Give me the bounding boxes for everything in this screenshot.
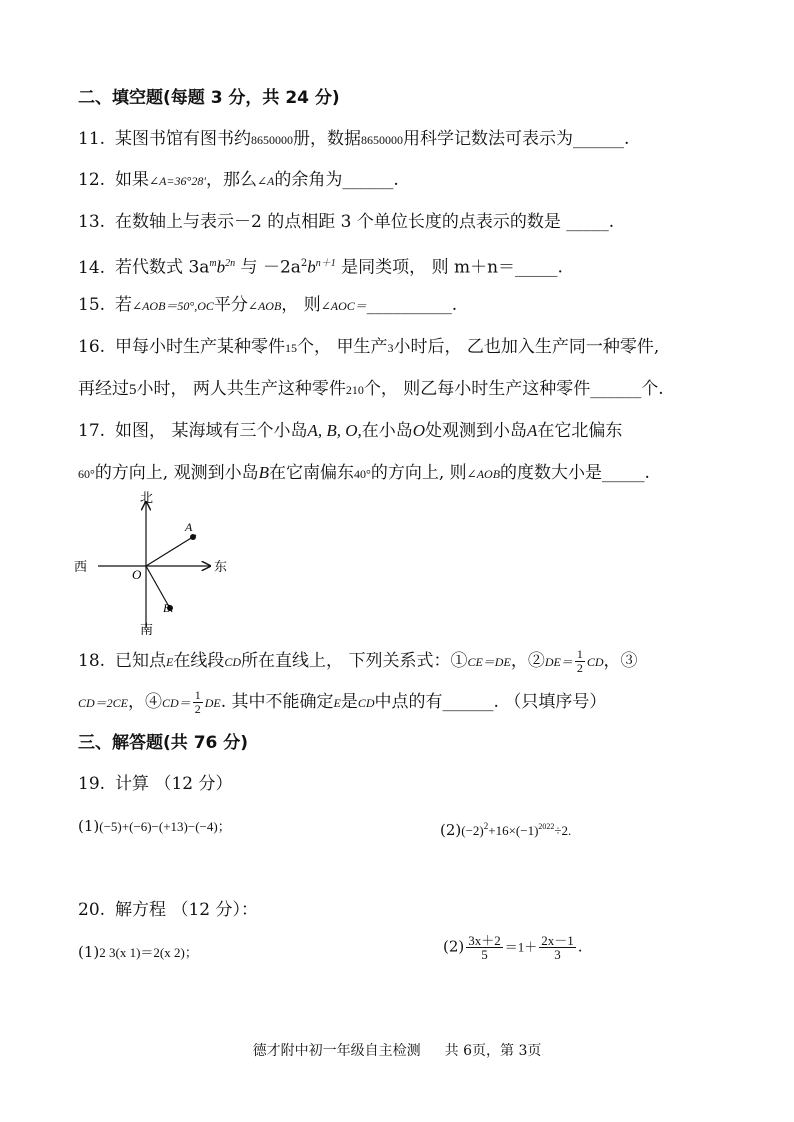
footer-school: 德才附中初一年级自主检测	[252, 1043, 421, 1059]
q20-period: .	[577, 937, 583, 956]
question-number: 11.	[78, 129, 106, 149]
section-2-title: 二、填空题(每题 3 分，共 24 分)	[78, 88, 340, 108]
q17-text-2b: 的方向上, 观测到小岛	[94, 463, 259, 483]
q18-segment-cd-2: CD	[357, 696, 375, 710]
fraction-numerator: 1	[194, 688, 201, 702]
point-a-dot	[190, 534, 196, 540]
fraction-numerator: 2x－1	[541, 933, 574, 948]
q19-exp-1: 2	[483, 821, 489, 831]
q18-relation-1: CE＝DE	[467, 655, 511, 669]
question-number: 14.	[78, 257, 106, 278]
q11-text-a: 某图书馆有图书约	[115, 129, 252, 149]
q15-angle-3: ∠AOC＝	[320, 299, 367, 313]
q12-angle: ∠A=36°28′	[149, 174, 206, 188]
q18-relation-3: CD＝2CE	[78, 696, 129, 710]
question-number: 16.	[78, 337, 106, 357]
compass-figure	[68, 488, 248, 636]
q16-text-e: 小时后， 乙也加入生产同一种零件,	[393, 337, 660, 357]
fraction-numerator: 3x＋2	[468, 933, 501, 948]
q20-fraction-2	[539, 934, 576, 961]
question-12	[78, 168, 399, 193]
q15-text-e: ， 则	[281, 295, 321, 315]
point-b-label: B	[163, 601, 171, 615]
question-14	[78, 252, 563, 280]
q20-equation-mid: ＝1＋	[504, 939, 538, 955]
fraction-numerator: 1	[576, 647, 583, 661]
q18-choice-4: ④	[145, 692, 163, 712]
q18-sep: ，	[603, 651, 621, 671]
q19-expr-2a: (−2)	[461, 823, 484, 838]
question-16-line-2	[78, 377, 664, 402]
q16-text-2e: 个， 则乙每小时生产这种零件______个.	[363, 379, 664, 399]
q17-point-a: A	[527, 421, 538, 440]
question-number: 18.	[78, 651, 106, 671]
q11-text-e: 用科学记数法可表示为______.	[403, 129, 630, 149]
question-18-line-2	[78, 689, 606, 716]
q16-number-2d: 210	[345, 383, 364, 397]
question-number: 12.	[78, 170, 106, 190]
section-3-title: 三、解答题(共 76 分)	[78, 733, 249, 753]
q17-point-b: B	[258, 463, 270, 482]
q19-title: 计算 （12 分）	[115, 774, 233, 794]
question-number: 20.	[78, 900, 106, 920]
q18-text-2e: 是	[340, 692, 358, 712]
point-a-label: A	[185, 520, 193, 534]
q16-text-2a: 再经过	[78, 379, 129, 399]
fraction-denominator: 2	[576, 661, 583, 675]
q14-term-c: 与 －2a	[235, 257, 301, 278]
part-label: (2)	[440, 821, 462, 839]
question-number: 13.	[78, 212, 106, 232]
q18-fraction-2	[575, 648, 585, 675]
q17-text-g: 在它北偏东	[537, 421, 623, 441]
fraction-denominator: 2	[194, 702, 201, 716]
q19-part-2	[440, 814, 571, 843]
q17-angle-60: 60°	[78, 467, 95, 481]
q18-relation-4: CD＝	[162, 696, 191, 710]
q20-fraction-1	[466, 934, 503, 961]
ray-oa	[146, 535, 196, 566]
fraction-denominator: 5	[481, 947, 488, 962]
q17-angle-40: 40°	[354, 467, 371, 481]
west-label: 西	[74, 560, 88, 575]
q18-text-c: 在线段	[173, 651, 225, 671]
q19-part-1	[78, 814, 231, 839]
q16-number-d: 3	[387, 341, 394, 355]
q11-number-2: 8650000	[361, 133, 404, 147]
q17-points: A, B, O,	[307, 421, 362, 440]
north-label: 北	[140, 491, 154, 506]
q17-text-2d: 在它南偏东	[269, 463, 355, 483]
q12-text-a: 如果	[115, 170, 150, 190]
q15-text-a: 若	[115, 295, 133, 315]
page-footer	[0, 1040, 794, 1060]
q16-number-2b: 5	[129, 382, 137, 398]
q18-fraction-4	[193, 689, 203, 716]
q17-text-c: 在小岛	[361, 421, 413, 441]
q16-text-c: 个， 甲生产	[297, 337, 388, 357]
origin-label: O	[132, 567, 142, 582]
q15-blank: __________.	[366, 295, 458, 315]
q14-exp-4: n＋1	[315, 258, 336, 269]
question-20	[78, 898, 258, 922]
q17-text-a: 如图， 某海域有三个小岛	[115, 421, 308, 441]
question-13	[78, 210, 614, 234]
question-number: 17.	[78, 421, 106, 441]
fraction-denominator: 3	[554, 947, 561, 962]
q16-text-a: 甲每小时生产某种零件	[115, 337, 286, 357]
q17-point-o: O	[412, 421, 426, 440]
q18-choice-2: ②	[527, 651, 545, 671]
q18-relation-2-end: CD	[586, 655, 604, 669]
part-label: (1)	[78, 943, 100, 961]
q17-text-2h: 的度数大小是_____.	[500, 463, 650, 483]
q14-exp-3: 2	[300, 258, 308, 269]
q12-text-e: 的余角为______.	[274, 170, 399, 190]
q16-text-2c: 小时， 两人共生产这种零件	[136, 379, 346, 399]
q14-text-e: 是同类项， 则 m＋n＝_____.	[335, 257, 563, 278]
q17-text-2f: 的方向上, 则	[370, 463, 467, 483]
q19-expr-2c: ÷2.	[554, 823, 572, 838]
question-18	[78, 648, 637, 675]
q14-term-a: 若代数式 3a	[115, 257, 210, 278]
q18-text-a: 已知点	[115, 651, 167, 671]
q12-angle-2: ∠A	[256, 174, 275, 188]
south-label: 南	[140, 623, 154, 636]
q11-text-c: 册，数据	[293, 129, 362, 149]
q20-part-2	[443, 934, 583, 961]
q12-text-c: ，那么	[205, 170, 257, 190]
question-number: 15.	[78, 295, 106, 315]
question-16	[78, 335, 659, 360]
part-label: (1)	[78, 817, 100, 835]
q13-text: 在数轴上与表示－2 的点相距 3 个单位长度的点表示的数是 _____.	[115, 212, 615, 232]
q18-relation-2: DE＝	[544, 655, 573, 669]
q20-part-1	[78, 940, 198, 965]
q18-text-2g: 中点的有______. （只填序号）	[374, 692, 607, 712]
east-label: 东	[214, 560, 228, 575]
q20-equation-1: 2 3(x 1)＝2(x 2)；	[99, 945, 198, 960]
footer-page-number: 共 6页，第 3页	[444, 1043, 542, 1059]
question-number: 19.	[78, 774, 106, 794]
q20-title: 解方程 （12 分）：	[115, 900, 258, 920]
q18-text-2c: . 其中不能确定	[220, 692, 334, 712]
q18-point-e: E	[166, 655, 174, 669]
q19-expression-1: (−5)+(−6)−(+13)−(−4)；	[99, 819, 231, 834]
q18-choice-3: ③	[620, 651, 638, 671]
q17-angle-aob: ∠AOB	[466, 467, 501, 481]
q19-exp-2: 2022	[538, 822, 555, 831]
q15-text-c: 平分	[213, 295, 248, 315]
q18-point-e-2: E	[333, 696, 341, 710]
q14-exp-1: m	[209, 258, 217, 269]
q15-angle: ∠AOB＝50°,OC	[132, 299, 214, 313]
q18-text-e: 所在直线上， 下列关系式：	[241, 651, 451, 671]
q18-sep: ，	[510, 651, 528, 671]
q14-term-d: b	[307, 257, 316, 277]
question-17	[78, 419, 622, 443]
q16-number-b: 15	[285, 341, 298, 355]
q11-number: 8650000	[251, 133, 294, 147]
q14-exp-2: 2n	[225, 258, 236, 269]
q18-segment-cd: CD	[224, 655, 242, 669]
q18-choice-1: ①	[450, 651, 468, 671]
q19-expr-2b: +16×(−1)	[488, 823, 539, 838]
q14-term-b: b	[216, 257, 226, 277]
q17-text-e: 处观测到小岛	[425, 421, 528, 441]
question-15	[78, 293, 457, 318]
q18-relation-4-end: DE	[204, 696, 221, 710]
question-11	[78, 127, 629, 152]
part-label: (2)	[443, 937, 465, 956]
question-19	[78, 772, 233, 796]
q18-sep: ，	[128, 692, 146, 712]
question-17-line-2	[78, 461, 650, 486]
q15-angle-2: ∠AOB	[247, 299, 282, 313]
